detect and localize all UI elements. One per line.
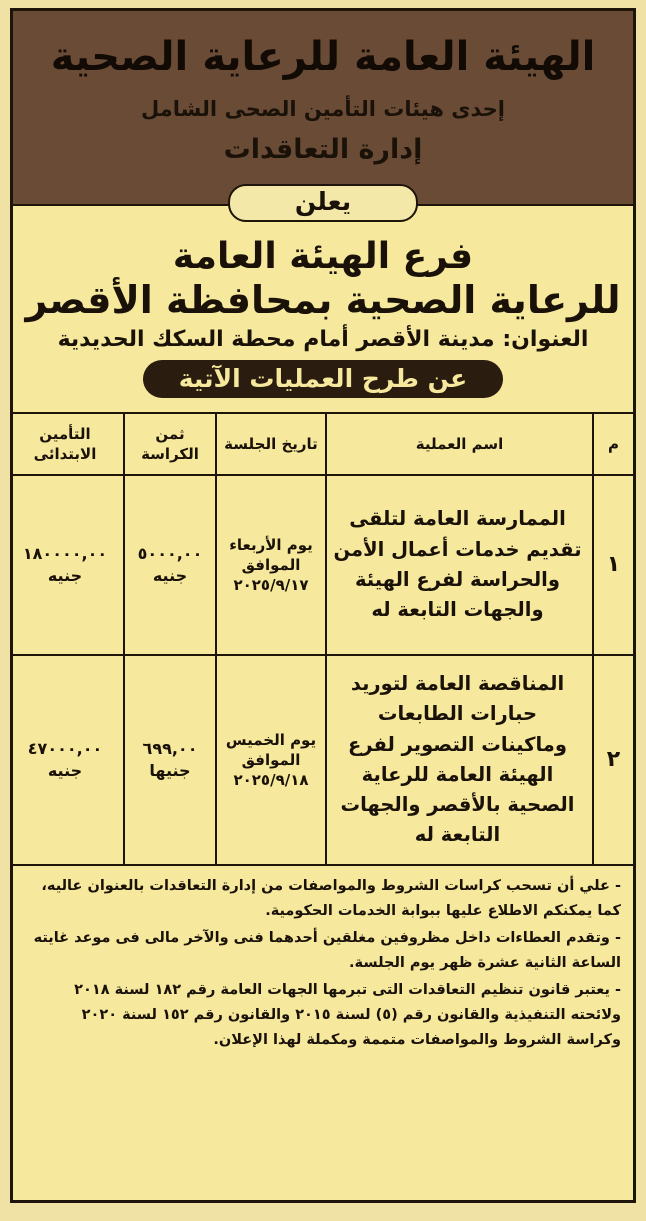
session-date-label: الموافق xyxy=(241,750,301,769)
address: العنوان: مدينة الأقصر أمام محطة السكك الحديدية xyxy=(57,326,589,352)
insurance-value: ١٨٠٠٠٠,٠٠ xyxy=(22,543,108,563)
note-item: - علي أن تسحب كراسات الشروط والمواصفات من إدارة التعاقدات بالعنوان عاليه، كما يمكنكم الاطلاع عليها ببوابة الخدمات الحكومية. xyxy=(23,874,621,924)
branch-line-1: فرع الهيئة العامة xyxy=(172,236,474,277)
note-item: - يعتبر قانون تنظيم التعاقدات التى تبرمها الجهات العامة رقم ١٨٢ لسنة ٢٠١٨ ولائحته التنفيذية والقانون رقم (٥) لسنة ٢٠١٥ والقانون رقم ١٥٢ لسنة ٢٠٢٠ وكراسة الشروط والمواصفات متممة ومكملة لهذا الإعلان. xyxy=(23,978,621,1053)
table-header-row xyxy=(10,413,633,475)
header-insurance-line-1: التأمين xyxy=(39,424,91,443)
booklet-price-value: ٦٩٩,٠٠ xyxy=(142,738,198,758)
header-price-line-1: ثمن xyxy=(155,424,185,443)
branch-line-2: للرعاية الصحية بمحافظة الأقصر xyxy=(25,278,621,323)
session-date xyxy=(216,655,326,865)
session-date-value: ٢٠٢٥/٩/١٨ xyxy=(233,771,309,790)
branch-title xyxy=(13,236,633,325)
initial-insurance xyxy=(10,475,124,655)
booklet-price xyxy=(124,655,216,865)
header-banner xyxy=(13,11,633,216)
initial-insurance xyxy=(10,655,124,865)
session-date-value: ٢٠٢٥/٩/١٧ xyxy=(233,576,309,595)
row-number: ١ xyxy=(593,475,633,655)
session-day: يوم الخميس xyxy=(225,730,317,749)
header-insurance xyxy=(10,413,124,475)
header-price-line-2: الكراسة xyxy=(141,444,199,463)
booklet-price-value: ٥٠٠٠,٠٠ xyxy=(137,543,203,563)
header-name: اسم العملية xyxy=(326,413,593,475)
booklet-price-unit: جنيها xyxy=(149,760,191,780)
department-title: إدارة التعاقدات xyxy=(223,134,423,165)
table-row xyxy=(10,475,633,655)
row-number: ٢ xyxy=(593,655,633,865)
announces-badge: يعلن xyxy=(228,184,418,222)
operations-heading: عن طرح العمليات الآتية xyxy=(143,360,503,398)
operation-name: المناقصة العامة لتوريد حبارات الطابعات وماكينات التصوير لفرع الهيئة العامة للرعاية الصحية بالأقصر والجهات التابعة له xyxy=(326,655,593,865)
table-row xyxy=(10,655,633,865)
header-price xyxy=(124,413,216,475)
session-date-label: الموافق xyxy=(241,555,301,574)
header-insurance-line-2: الابتدائى xyxy=(33,444,97,463)
notes xyxy=(13,866,633,1053)
header-no: م xyxy=(593,413,633,475)
announcement xyxy=(10,8,636,1203)
booklet-price-unit: جنيه xyxy=(152,565,188,585)
insurance-unit: جنيه xyxy=(47,760,83,780)
note-item: - وتقدم العطاءات داخل مظروفين مغلقين أحدهما فنى والآخر مالى فى موعد غايته الساعة الثانية عشرة ظهر يوم الجلسة. xyxy=(23,926,621,976)
operation-name: الممارسة العامة لتلقى تقديم خدمات أعمال الأمن والحراسة لفرع الهيئة والجهات التابعة له xyxy=(326,475,593,655)
insurance-unit: جنيه xyxy=(47,565,83,585)
operations-table xyxy=(10,412,633,866)
session-day: يوم الأربعاء xyxy=(229,535,313,554)
header-date: تاريخ الجلسة xyxy=(216,413,326,475)
authority-title: الهيئة العامة للرعاية الصحية xyxy=(50,34,596,80)
session-date xyxy=(216,475,326,655)
authority-subtitle: إحدى هيئات التأمين الصحى الشامل xyxy=(141,97,505,121)
booklet-price xyxy=(124,475,216,655)
insurance-value: ٤٧٠٠٠,٠٠ xyxy=(27,738,103,758)
